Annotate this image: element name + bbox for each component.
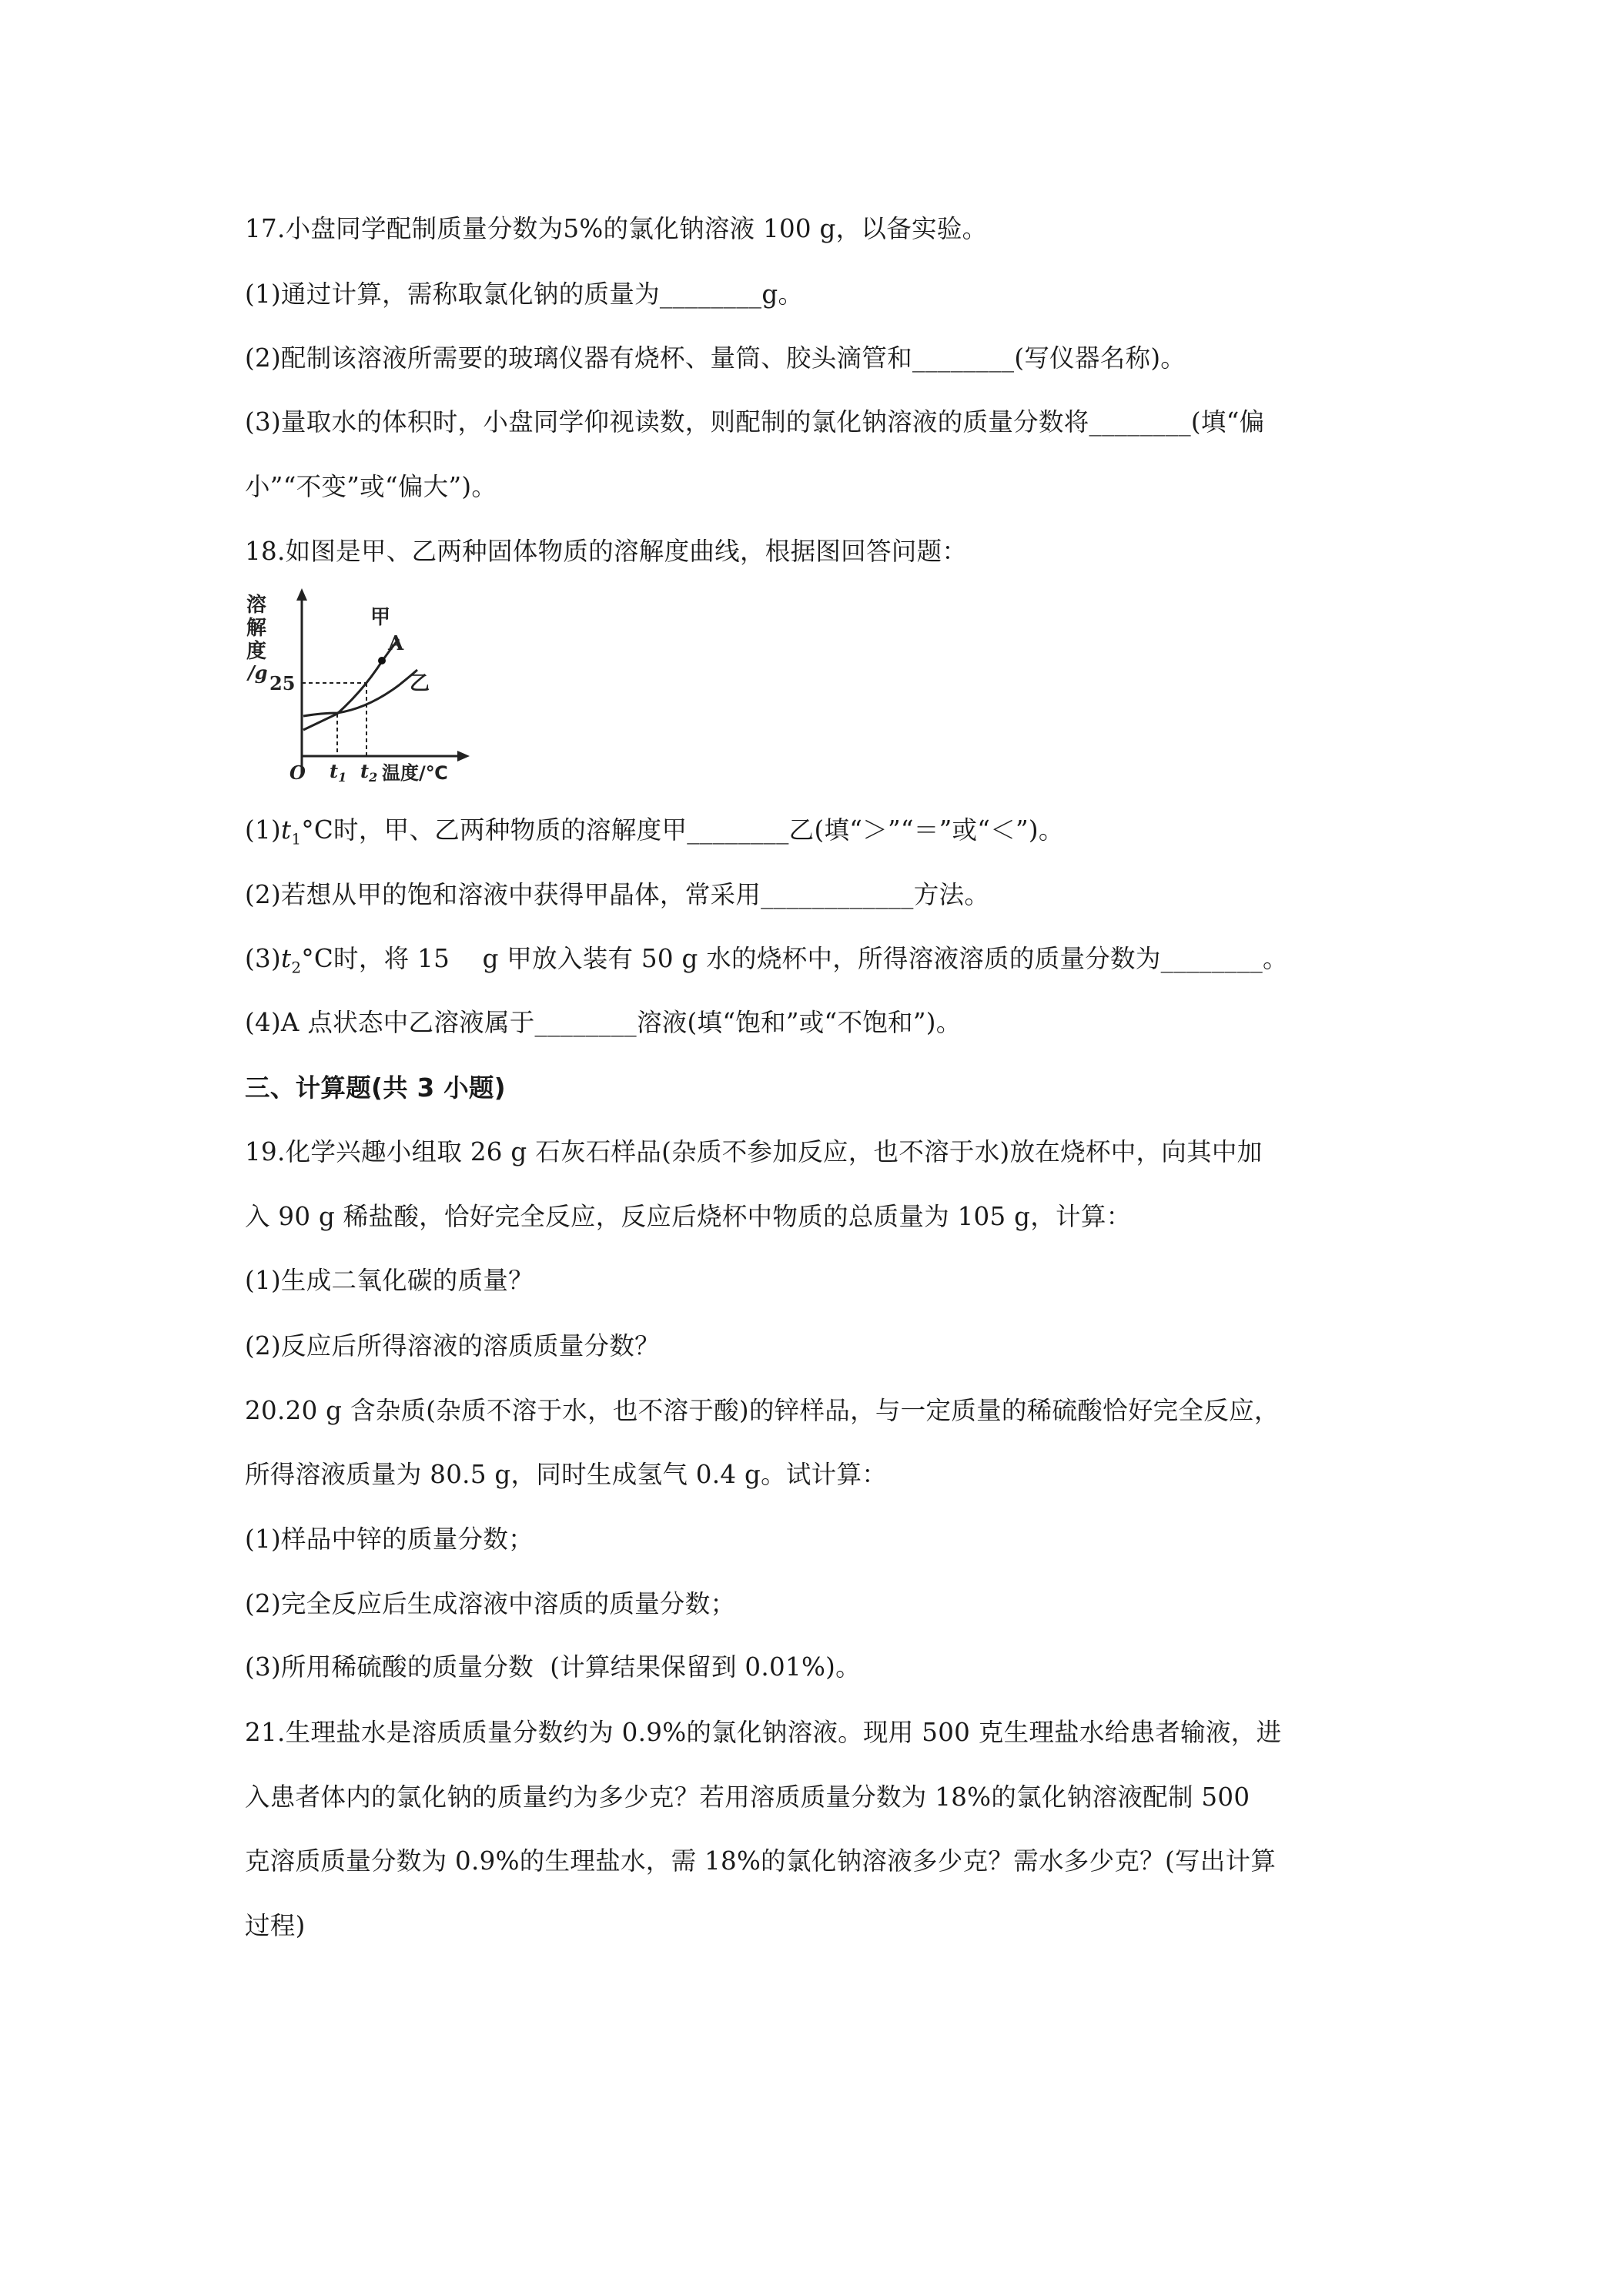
- q18-p1-post: °C时，甲、乙两种物质的溶解度甲________乙(填“＞”“＝”或“＜”)。: [301, 815, 1064, 845]
- q18-part4: (4)A 点状态中乙溶液属于________溶液(填“饱和”或“不饱和”)。: [245, 1008, 962, 1037]
- curve-jia-label: 甲: [370, 606, 391, 629]
- section-title: 三、计算题(共 3 小题): [245, 1073, 506, 1103]
- q18-stem: 18.如图是甲、乙两种固体物质的溶解度曲线，根据图回答问题：: [245, 537, 968, 566]
- q19-line1: 19.化学兴趣小组取 26 g 石灰石样品(杂质不参加反应，也不溶于水)放在烧杯中，向其中加: [245, 1137, 1263, 1166]
- q18-p1-pre: (1): [245, 815, 281, 845]
- y-tick-25: 25: [269, 672, 296, 694]
- q18-p3-var: t: [280, 944, 292, 973]
- q20-line1: 20.20 g 含杂质(杂质不溶于水，也不溶于酸)的锌样品，与一定质量的稀硫酸恰好完全反应，: [245, 1396, 1280, 1425]
- ylabel-char-1: 溶: [246, 594, 267, 617]
- ylabel-unit: /g: [248, 661, 268, 684]
- curve-jia: [303, 639, 399, 730]
- point-a-label: A: [388, 632, 404, 655]
- t2-tick: $t_2$: [360, 760, 378, 785]
- q19-part2: (2)反应后所得溶液的溶质质量分数？: [245, 1331, 660, 1361]
- point-a: [378, 657, 386, 664]
- q19-part1: (1)生成二氧化碳的质量？: [245, 1266, 534, 1295]
- q17-stem: 17.小盘同学配制质量分数为5%的氯化钠溶液 100 g，以备实验。: [245, 214, 988, 243]
- ylabel-char-2: 解: [246, 617, 267, 640]
- q20-line2: 所得溶液质量为 80.5 g，同时生成氢气 0.4 g。试计算：: [245, 1460, 888, 1489]
- q18-part2: (2)若想从甲的饱和溶液中获得甲晶体，常采用____________方法。: [245, 880, 990, 909]
- q20-part2: (2)完全反应后生成溶液中溶质的质量分数；: [245, 1589, 736, 1618]
- y-axis-arrow: [296, 588, 307, 601]
- q17-part3-line2: 小”“不变”或“偏大”)。: [245, 472, 497, 501]
- q18-p3-post: °C时，将 15 g 甲放入装有 50 g 水的烧杯中，所得溶液溶质的质量分数为________。: [301, 944, 1288, 973]
- q17-part1: (1)通过计算，需称取氯化钠的质量为________g。: [245, 279, 804, 309]
- q17-part3-line1: (3)量取水的体积时，小盘同学仰视读数，则配制的氯化钠溶液的质量分数将________(填“偏: [245, 407, 1265, 437]
- solubility-curve-figure: [245, 585, 491, 785]
- q18-part3: [245, 942, 1288, 985]
- q21-line4: 过程): [245, 1911, 306, 1940]
- q21-line2: 入患者体内的氯化钠的质量约为多少克？若用溶质质量分数为 18%的氯化钠溶液配制 500: [245, 1782, 1250, 1812]
- q17-part2: (2)配制该溶液所需要的玻璃仪器有烧杯、量筒、胶头滴管和________(写仪器名称)。: [245, 343, 1186, 373]
- t1-tick: $t_1$: [330, 760, 347, 785]
- q19-line2: 入 90 g 稀盐酸，恰好完全反应，反应后烧杯中物质的总质量为 105 g，计算：: [245, 1202, 1132, 1231]
- origin-label: O: [289, 761, 306, 784]
- q18-p1-var: t: [280, 815, 292, 845]
- xlabel: 温度/℃: [382, 762, 448, 784]
- q21-line1: 21.生理盐水是溶质质量分数约为 0.9%的氯化钠溶液。现用 500 克生理盐水给患者输液，进: [245, 1718, 1282, 1747]
- ylabel-char-3: 度: [246, 640, 267, 663]
- q18-p3-sub: 2: [291, 958, 302, 977]
- q18-part1: [245, 813, 1064, 856]
- curve-yi-label: 乙: [410, 672, 430, 695]
- q18-p3-pre: (3): [245, 944, 281, 973]
- curve-yi: [303, 670, 417, 716]
- q18-p1-sub: 1: [291, 829, 302, 848]
- x-axis-arrow: [457, 751, 470, 761]
- q20-part1: (1)样品中锌的质量分数；: [245, 1525, 534, 1554]
- q21-line3: 克溶质质量分数为 0.9%的生理盐水，需 18%的氯化钠溶液多少克？需水多少克？(写出计算: [245, 1846, 1277, 1876]
- q20-part3: (3)所用稀硫酸的质量分数 (计算结果保留到 0.01%)。: [245, 1652, 861, 1682]
